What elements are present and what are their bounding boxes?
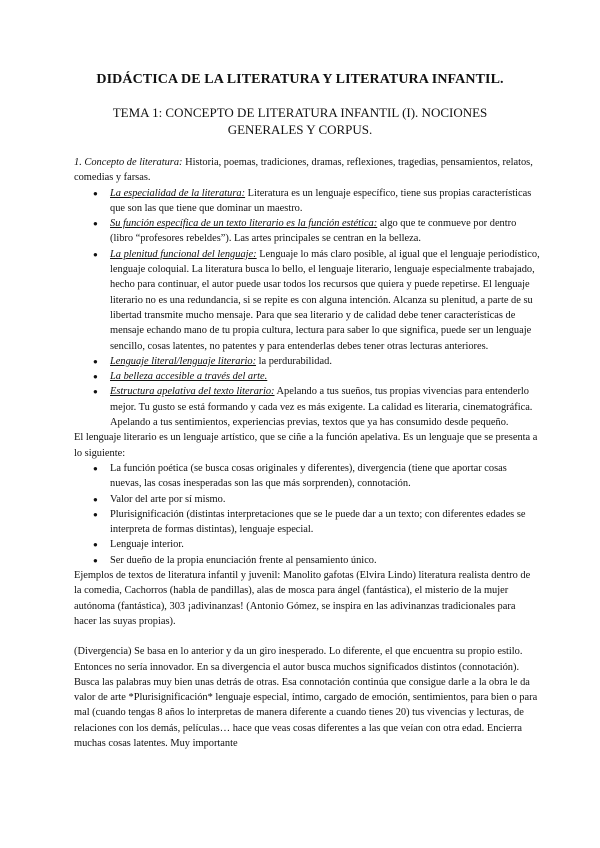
item-text: Literatura es un lenguaje específico, tiene sus propias características que son las que tiene que dominar un maestro. [110,187,532,214]
item-label: Estructura apelativa del texto literario: [110,386,275,398]
list-item [110,186,540,217]
item-text: Lenguaje lo más claro posible, al igual que el lenguaje periodístico, lenguaje coloquial. La literatura busca lo bello, el lenguaje literario, lenguaje especialmente trabajado, hecho para continuar, el autor puede usar todos los recursos que quiera y puede repetirse. El lenguaje literario no es una redundancia, si se repite es con alguna intención. Alcanza su plenitud, a parte de su libertad transmite mucho mensaje. Para que sea literario y de calidad debe tener características de mensaje echando mano de tu propia cultura, lectura para saber lo que significa, puede ser un lenguaje sencillo, cosas latentes, no patentes y para entenderlas debes tener otras lecturas anteriores. [110,248,540,352]
item-label: La especialidad de la literatura: [110,187,246,199]
item-label: Lenguaje literal/lenguaje literario: [110,355,257,367]
bullet-list-funciones [74,461,540,568]
list-item [110,354,540,369]
section-text: Historia, poemas, tradiciones, dramas, reflexiones, tragedias, pensamientos, relatos, comedias y farsas. [74,157,533,184]
list-item: ● La función poética (se busca cosas originales y diferentes), divergencia (tiene que aportar cosas nuevas, las cosas inesperadas son las que más sorprenden), connotación. [110,461,540,492]
paragraph-ejemplos: Ejemplos de textos de literatura infantil y juvenil: Manolito gafotas (Elvira Lindo) literatura realista dentro de la comedia, Cachorros (habla de pandillas), alas de mosca para ángel (fantástica), el misterio de la mujer autónoma (fantástica), 303 ¡adivinanzas! (Antonio Gómez, se inspira en las adivinanzas tradicionales para hacer las suyas propias). [74,570,531,627]
document-title: DIDÁCTICA DE LA LITERATURA Y LITERATURA INFANTIL. [96,72,504,87]
list-item: ● Ser dueño de la propia enunciación frente al pensamiento único. [110,553,540,568]
section-label: 1. Concepto de literatura: [74,157,183,168]
list-item [110,247,540,354]
list-item [110,384,540,430]
list-item [110,216,540,247]
item-label: Su función específica de un texto literario es la función estética: [110,218,378,230]
bullet-list-caracteristicas [74,186,540,431]
item-text: la perdurabilidad. [256,355,332,367]
section-concepto [74,155,540,186]
paragraph-apelativa: El lenguaje literario es un lenguaje artístico, que se ciñe a la función apelativa. Es un lenguaje que se presenta a lo siguiente: [74,432,538,459]
item-text: algo que te conmueve por dentro (libro “profesores rebeldes”). Las artes principales se centran en la belleza. [110,218,517,245]
item-text: Apelando a tus sueños, tus propias vivencias para entenderlo mejor. Tu gusto se está formando y cada vez es más exigente. La calidad es literaria, cinematográfica. Apelando a tus sentimientos, experiencias previas, textos que ya has consumido desde pequeño. [110,386,533,429]
document-body [74,155,540,751]
list-item: ● Valor del arte por sí mismo. [110,492,540,507]
item-label: La plenitud funcional del lenguaje: [110,248,257,260]
list-item: ● Lenguaje interior. [110,537,540,552]
list-item: ● Plurisignificación (distintas interpretaciones que se le puede dar a un texto; con diferentes edades se interpreta de formas distintas), lenguaje especial. [110,507,540,538]
list-item [110,369,540,384]
item-label: La belleza accesible a través del arte. [110,371,268,383]
document-subtitle: TEMA 1: CONCEPTO DE LITERATURA INFANTIL (I). NOCIONES GENERALES Y CORPUS. [112,105,488,137]
paragraph-divergencia: (Divergencia) Se basa en lo anterior y da un giro inesperado. Lo diferente, el que encuentra su propio estilo. Entonces no sería innovador. En sa divergencia el autor busca muchos significados distintos (connotación). Busca las palabras muy bien unas detrás de otras. Esa connotación continúa que consigue darle a la obra le da valor de arte *Plurisignificación* lenguaje especial, íntimo, cargado de emoción, sentimientos, para bien o para mal (cuando tengas 8 años lo interpretas de manera diferente a cuando tienes 20) tus vivencias y lecturas, de relaciones con los demás, películas… hace que veas cosas diferentes a las que veían con otra edad. Encierra muchas cosas latentes. Muy importante [74,646,538,749]
paragraph-gap [74,629,540,644]
